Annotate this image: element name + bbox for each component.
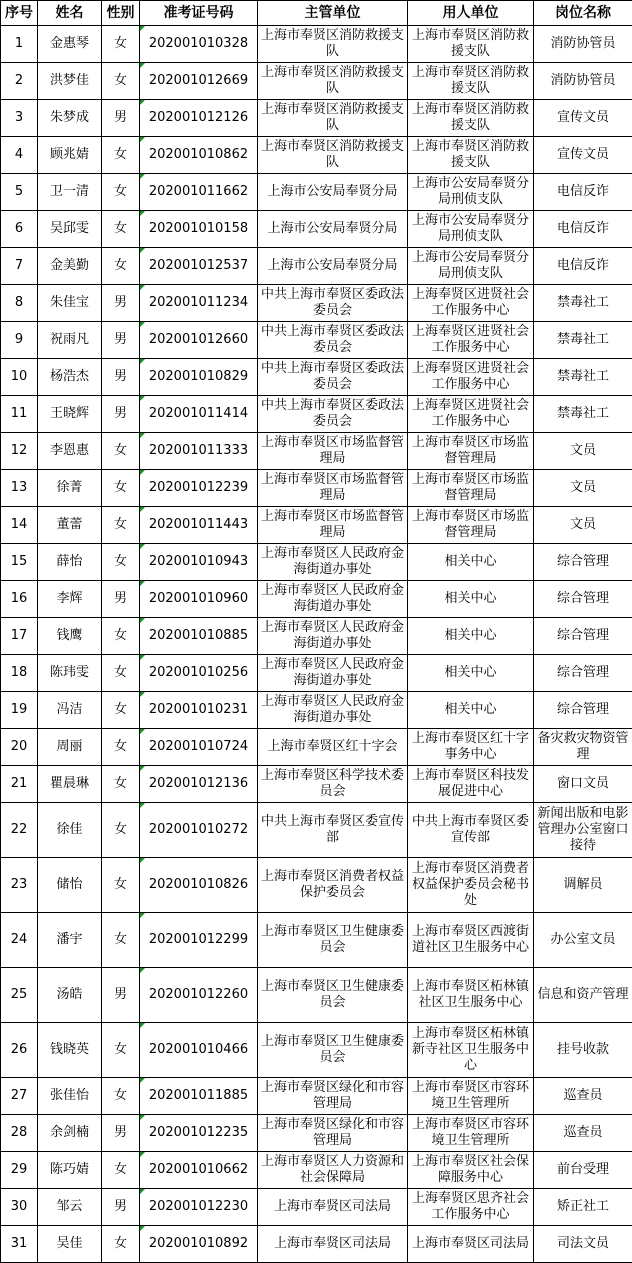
- employer-cell: 上海奉贤区进贤社会工作服务中心: [408, 322, 534, 359]
- seq-cell: 21: [1, 766, 38, 803]
- employer-cell: 上海市奉贤区科技发展促进中心: [408, 766, 534, 803]
- supervisor-cell: 上海市公安局奉贤分局: [258, 211, 408, 248]
- gender-cell: 女: [102, 766, 140, 803]
- position-cell: 宣传文员: [534, 100, 632, 137]
- table-row: [1, 433, 632, 470]
- position-cell: 信息和资产管理: [534, 968, 632, 1023]
- exam-id-cell: 202001010328: [140, 26, 258, 63]
- supervisor-cell: 中共上海市奉贤区委政法委员会: [258, 359, 408, 396]
- table-row: [1, 858, 632, 913]
- exam-id-cell: 202001010256: [140, 655, 258, 692]
- header-exam-id: 准考证号码: [140, 1, 258, 26]
- exam-id-cell: 202001012669: [140, 63, 258, 100]
- table-row: [1, 1189, 632, 1226]
- seq-cell: 19: [1, 692, 38, 729]
- gender-cell: 女: [102, 26, 140, 63]
- table-row: [1, 618, 632, 655]
- header-gender: 性别: [102, 1, 140, 26]
- seq-cell: 28: [1, 1115, 38, 1152]
- supervisor-cell: 上海市奉贤区卫生健康委员会: [258, 913, 408, 968]
- exam-id-cell: 202001010158: [140, 211, 258, 248]
- employer-cell: 相关中心: [408, 544, 534, 581]
- header-name: 姓名: [38, 1, 102, 26]
- name-cell: 卫一清: [38, 174, 102, 211]
- employer-cell: 上海市公安局奉贤分局刑侦支队: [408, 248, 534, 285]
- supervisor-cell: 中共上海市奉贤区委宣传部: [258, 803, 408, 858]
- table-row: [1, 322, 632, 359]
- seq-cell: 2: [1, 63, 38, 100]
- gender-cell: 男: [102, 968, 140, 1023]
- name-cell: 陈巧婧: [38, 1152, 102, 1189]
- seq-cell: 22: [1, 803, 38, 858]
- exam-id-cell: 202001012230: [140, 1189, 258, 1226]
- position-cell: 禁毒社工: [534, 396, 632, 433]
- supervisor-cell: 上海市奉贤区红十字会: [258, 729, 408, 766]
- gender-cell: 女: [102, 433, 140, 470]
- supervisor-cell: 中共上海市奉贤区委政法委员会: [258, 322, 408, 359]
- exam-id-cell: 202001011885: [140, 1078, 258, 1115]
- name-cell: 徐佳: [38, 803, 102, 858]
- name-cell: 瞿晨琳: [38, 766, 102, 803]
- employer-cell: 上海市奉贤区消防救援支队: [408, 26, 534, 63]
- position-cell: 司法文员: [534, 1226, 632, 1263]
- position-cell: 综合管理: [534, 581, 632, 618]
- position-cell: 矫正社工: [534, 1189, 632, 1226]
- table-row: [1, 1115, 632, 1152]
- name-cell: 储怡: [38, 858, 102, 913]
- seq-cell: 20: [1, 729, 38, 766]
- gender-cell: 男: [102, 396, 140, 433]
- name-cell: 李恩惠: [38, 433, 102, 470]
- exam-id-cell: 202001010826: [140, 858, 258, 913]
- seq-cell: 7: [1, 248, 38, 285]
- table-row: [1, 692, 632, 729]
- name-cell: 李辉: [38, 581, 102, 618]
- supervisor-cell: 上海市奉贤区市场监督管理局: [258, 470, 408, 507]
- employer-cell: 上海市奉贤区市场监督管理局: [408, 470, 534, 507]
- name-cell: 金美勤: [38, 248, 102, 285]
- gender-cell: 女: [102, 1152, 140, 1189]
- position-cell: 巡查员: [534, 1078, 632, 1115]
- supervisor-cell: 上海市奉贤区消防救援支队: [258, 137, 408, 174]
- name-cell: 钱晓英: [38, 1023, 102, 1078]
- gender-cell: 男: [102, 581, 140, 618]
- gender-cell: 女: [102, 63, 140, 100]
- employer-cell: 上海市奉贤区柘林镇新寺社区卫生服务中心: [408, 1023, 534, 1078]
- exam-id-cell: 202001010862: [140, 137, 258, 174]
- employer-cell: 上海市奉贤区消防救援支队: [408, 100, 534, 137]
- seq-cell: 29: [1, 1152, 38, 1189]
- table-row: [1, 913, 632, 968]
- name-cell: 陈玮雯: [38, 655, 102, 692]
- seq-cell: 6: [1, 211, 38, 248]
- position-cell: 电信反诈: [534, 174, 632, 211]
- table-row: [1, 581, 632, 618]
- table-row: [1, 285, 632, 322]
- seq-cell: 10: [1, 359, 38, 396]
- gender-cell: 女: [102, 248, 140, 285]
- exam-id-cell: 202001011234: [140, 285, 258, 322]
- exam-id-cell: 202001010960: [140, 581, 258, 618]
- table-row: [1, 729, 632, 766]
- seq-cell: 24: [1, 913, 38, 968]
- gender-cell: 女: [102, 470, 140, 507]
- name-cell: 徐菁: [38, 470, 102, 507]
- table-row: [1, 211, 632, 248]
- table-row: [1, 1078, 632, 1115]
- seq-cell: 23: [1, 858, 38, 913]
- seq-cell: 27: [1, 1078, 38, 1115]
- position-cell: 综合管理: [534, 544, 632, 581]
- employer-cell: 上海市公安局奉贤分局刑侦支队: [408, 174, 534, 211]
- exam-id-cell: 202001012126: [140, 100, 258, 137]
- seq-cell: 11: [1, 396, 38, 433]
- position-cell: 电信反诈: [534, 211, 632, 248]
- supervisor-cell: 中共上海市奉贤区委政法委员会: [258, 285, 408, 322]
- table-row: [1, 1023, 632, 1078]
- exam-id-cell: 202001012260: [140, 968, 258, 1023]
- gender-cell: 女: [102, 544, 140, 581]
- gender-cell: 男: [102, 1115, 140, 1152]
- seq-cell: 4: [1, 137, 38, 174]
- supervisor-cell: 上海市奉贤区科学技术委员会: [258, 766, 408, 803]
- supervisor-cell: 上海市公安局奉贤分局: [258, 248, 408, 285]
- exam-id-cell: 202001011333: [140, 433, 258, 470]
- exam-id-cell: 202001010662: [140, 1152, 258, 1189]
- seq-cell: 13: [1, 470, 38, 507]
- name-cell: 王晓辉: [38, 396, 102, 433]
- employer-cell: 上海市奉贤区西渡街道社区卫生服务中心: [408, 913, 534, 968]
- table-row: [1, 507, 632, 544]
- exam-id-cell: 202001011414: [140, 396, 258, 433]
- position-cell: 文员: [534, 433, 632, 470]
- supervisor-cell: 上海市奉贤区市场监督管理局: [258, 507, 408, 544]
- supervisor-cell: 上海市奉贤区人民政府金海街道办事处: [258, 544, 408, 581]
- exam-id-cell: 202001012239: [140, 470, 258, 507]
- supervisor-cell: 上海市奉贤区卫生健康委员会: [258, 1023, 408, 1078]
- seq-cell: 16: [1, 581, 38, 618]
- gender-cell: 女: [102, 174, 140, 211]
- employer-cell: 上海市奉贤区市场监督管理局: [408, 507, 534, 544]
- gender-cell: 女: [102, 858, 140, 913]
- position-cell: 禁毒社工: [534, 322, 632, 359]
- supervisor-cell: 上海市奉贤区人民政府金海街道办事处: [258, 581, 408, 618]
- table-row: [1, 544, 632, 581]
- name-cell: 朱佳宝: [38, 285, 102, 322]
- seq-cell: 26: [1, 1023, 38, 1078]
- gender-cell: 女: [102, 507, 140, 544]
- employer-cell: 上海市奉贤区市容环境卫生管理所: [408, 1078, 534, 1115]
- position-cell: 综合管理: [534, 692, 632, 729]
- table-row: [1, 968, 632, 1023]
- table-row: [1, 803, 632, 858]
- employer-cell: 相关中心: [408, 618, 534, 655]
- table-row: [1, 470, 632, 507]
- header-employer: 用人单位: [408, 1, 534, 26]
- table-row: [1, 248, 632, 285]
- supervisor-cell: 上海市奉贤区消防救援支队: [258, 100, 408, 137]
- position-cell: 调解员: [534, 858, 632, 913]
- employer-cell: 上海市奉贤区红十字事务中心: [408, 729, 534, 766]
- gender-cell: 女: [102, 211, 140, 248]
- name-cell: 冯洁: [38, 692, 102, 729]
- gender-cell: 男: [102, 100, 140, 137]
- gender-cell: 男: [102, 285, 140, 322]
- supervisor-cell: 上海市奉贤区绿化和市容管理局: [258, 1078, 408, 1115]
- employer-cell: 相关中心: [408, 655, 534, 692]
- exam-id-cell: 202001012299: [140, 913, 258, 968]
- seq-cell: 5: [1, 174, 38, 211]
- position-cell: 综合管理: [534, 618, 632, 655]
- name-cell: 邹云: [38, 1189, 102, 1226]
- position-cell: 禁毒社工: [534, 285, 632, 322]
- exam-id-cell: 202001010943: [140, 544, 258, 581]
- seq-cell: 9: [1, 322, 38, 359]
- gender-cell: 女: [102, 655, 140, 692]
- exam-id-cell: 202001010231: [140, 692, 258, 729]
- employer-cell: 上海市奉贤区消费者权益保护委员会秘书处: [408, 858, 534, 913]
- gender-cell: 女: [102, 137, 140, 174]
- employer-cell: 相关中心: [408, 581, 534, 618]
- table-row: [1, 1152, 632, 1189]
- position-cell: 文员: [534, 470, 632, 507]
- supervisor-cell: 上海市奉贤区消费者权益保护委员会: [258, 858, 408, 913]
- gender-cell: 女: [102, 1078, 140, 1115]
- seq-cell: 18: [1, 655, 38, 692]
- table-row: [1, 766, 632, 803]
- header-position: 岗位名称: [534, 1, 632, 26]
- gender-cell: 女: [102, 1023, 140, 1078]
- position-cell: 消防协管员: [534, 63, 632, 100]
- employer-cell: 上海市公安局奉贤分局刑侦支队: [408, 211, 534, 248]
- seq-cell: 31: [1, 1226, 38, 1263]
- name-cell: 张佳怡: [38, 1078, 102, 1115]
- name-cell: 顾兆婧: [38, 137, 102, 174]
- name-cell: 吴邱雯: [38, 211, 102, 248]
- supervisor-cell: 上海市奉贤区人民政府金海街道办事处: [258, 618, 408, 655]
- supervisor-cell: 上海市奉贤区市场监督管理局: [258, 433, 408, 470]
- employer-cell: 中共上海市奉贤区委宣传部: [408, 803, 534, 858]
- position-cell: 新闻出版和电影管理办公室窗口接待: [534, 803, 632, 858]
- supervisor-cell: 上海市奉贤区人民政府金海街道办事处: [258, 655, 408, 692]
- employer-cell: 上海市奉贤区消防救援支队: [408, 137, 534, 174]
- supervisor-cell: 上海市奉贤区司法局: [258, 1226, 408, 1263]
- header-seq: 序号: [1, 1, 38, 26]
- gender-cell: 女: [102, 1226, 140, 1263]
- seq-cell: 14: [1, 507, 38, 544]
- supervisor-cell: 上海市公安局奉贤分局: [258, 174, 408, 211]
- table-row: [1, 137, 632, 174]
- table-row: [1, 655, 632, 692]
- seq-cell: 17: [1, 618, 38, 655]
- exam-id-cell: 202001010724: [140, 729, 258, 766]
- employer-cell: 相关中心: [408, 692, 534, 729]
- employer-cell: 上海市奉贤区社会保障服务中心: [408, 1152, 534, 1189]
- exam-id-cell: 202001010272: [140, 803, 258, 858]
- position-cell: 前台受理: [534, 1152, 632, 1189]
- seq-cell: 12: [1, 433, 38, 470]
- exam-id-cell: 202001010829: [140, 359, 258, 396]
- exam-id-cell: 202001010885: [140, 618, 258, 655]
- name-cell: 吴佳: [38, 1226, 102, 1263]
- name-cell: 周丽: [38, 729, 102, 766]
- position-cell: 宣传文员: [534, 137, 632, 174]
- name-cell: 祝雨凡: [38, 322, 102, 359]
- employer-cell: 上海市奉贤区市场监督管理局: [408, 433, 534, 470]
- gender-cell: 女: [102, 729, 140, 766]
- seq-cell: 30: [1, 1189, 38, 1226]
- name-cell: 朱梦成: [38, 100, 102, 137]
- supervisor-cell: 上海市奉贤区司法局: [258, 1189, 408, 1226]
- supervisor-cell: 中共上海市奉贤区委政法委员会: [258, 396, 408, 433]
- header-supervisor: 主管单位: [258, 1, 408, 26]
- exam-id-cell: 202001010466: [140, 1023, 258, 1078]
- exam-id-cell: 202001012136: [140, 766, 258, 803]
- exam-id-cell: 202001011443: [140, 507, 258, 544]
- exam-id-cell: 202001012235: [140, 1115, 258, 1152]
- supervisor-cell: 上海市奉贤区消防救援支队: [258, 63, 408, 100]
- name-cell: 薛怡: [38, 544, 102, 581]
- name-cell: 钱鹰: [38, 618, 102, 655]
- seq-cell: 25: [1, 968, 38, 1023]
- position-cell: 窗口文员: [534, 766, 632, 803]
- name-cell: 金惠琴: [38, 26, 102, 63]
- exam-id-cell: 202001012537: [140, 248, 258, 285]
- supervisor-cell: 上海市奉贤区绿化和市容管理局: [258, 1115, 408, 1152]
- table-row: [1, 359, 632, 396]
- gender-cell: 女: [102, 692, 140, 729]
- employer-cell: 上海市奉贤区柘林镇社区卫生服务中心: [408, 968, 534, 1023]
- name-cell: 董蕾: [38, 507, 102, 544]
- exam-id-cell: 202001010892: [140, 1226, 258, 1263]
- exam-id-cell: 202001011662: [140, 174, 258, 211]
- seq-cell: 1: [1, 26, 38, 63]
- table-row: [1, 174, 632, 211]
- employer-cell: 上海奉贤区进贤社会工作服务中心: [408, 285, 534, 322]
- employer-cell: 上海奉贤区进贤社会工作服务中心: [408, 396, 534, 433]
- exam-id-cell: 202001012660: [140, 322, 258, 359]
- table-row: [1, 26, 632, 63]
- supervisor-cell: 上海市奉贤区人民政府金海街道办事处: [258, 692, 408, 729]
- table-row: [1, 100, 632, 137]
- position-cell: 文员: [534, 507, 632, 544]
- supervisor-cell: 上海市奉贤区消防救援支队: [258, 26, 408, 63]
- name-cell: 余剑楠: [38, 1115, 102, 1152]
- name-cell: 汤皓: [38, 968, 102, 1023]
- employer-cell: 上海市奉贤区市容环境卫生管理所: [408, 1115, 534, 1152]
- gender-cell: 女: [102, 618, 140, 655]
- gender-cell: 男: [102, 322, 140, 359]
- table-row: [1, 63, 632, 100]
- position-cell: 消防协管员: [534, 26, 632, 63]
- position-cell: 巡查员: [534, 1115, 632, 1152]
- position-cell: 挂号收款: [534, 1023, 632, 1078]
- position-cell: 办公室文员: [534, 913, 632, 968]
- seq-cell: 8: [1, 285, 38, 322]
- table-row: [1, 396, 632, 433]
- seq-cell: 15: [1, 544, 38, 581]
- employer-cell: 上海市奉贤区司法局: [408, 1226, 534, 1263]
- gender-cell: 男: [102, 359, 140, 396]
- gender-cell: 女: [102, 913, 140, 968]
- employer-cell: 上海市奉贤区消防救援支队: [408, 63, 534, 100]
- seq-cell: 3: [1, 100, 38, 137]
- position-cell: 电信反诈: [534, 248, 632, 285]
- employer-cell: 上海奉贤区进贤社会工作服务中心: [408, 359, 534, 396]
- position-cell: 备灾救灾物资管理: [534, 729, 632, 766]
- position-cell: 禁毒社工: [534, 359, 632, 396]
- supervisor-cell: 上海市奉贤区人力资源和社会保障局: [258, 1152, 408, 1189]
- gender-cell: 女: [102, 803, 140, 858]
- supervisor-cell: 上海市奉贤区卫生健康委员会: [258, 968, 408, 1023]
- employer-cell: 上海奉贤区思齐社会工作服务中心: [408, 1189, 534, 1226]
- header-row: [1, 1, 632, 26]
- name-cell: 潘宇: [38, 913, 102, 968]
- name-cell: 杨浩杰: [38, 359, 102, 396]
- name-cell: 洪梦佳: [38, 63, 102, 100]
- position-cell: 综合管理: [534, 655, 632, 692]
- gender-cell: 男: [102, 1189, 140, 1226]
